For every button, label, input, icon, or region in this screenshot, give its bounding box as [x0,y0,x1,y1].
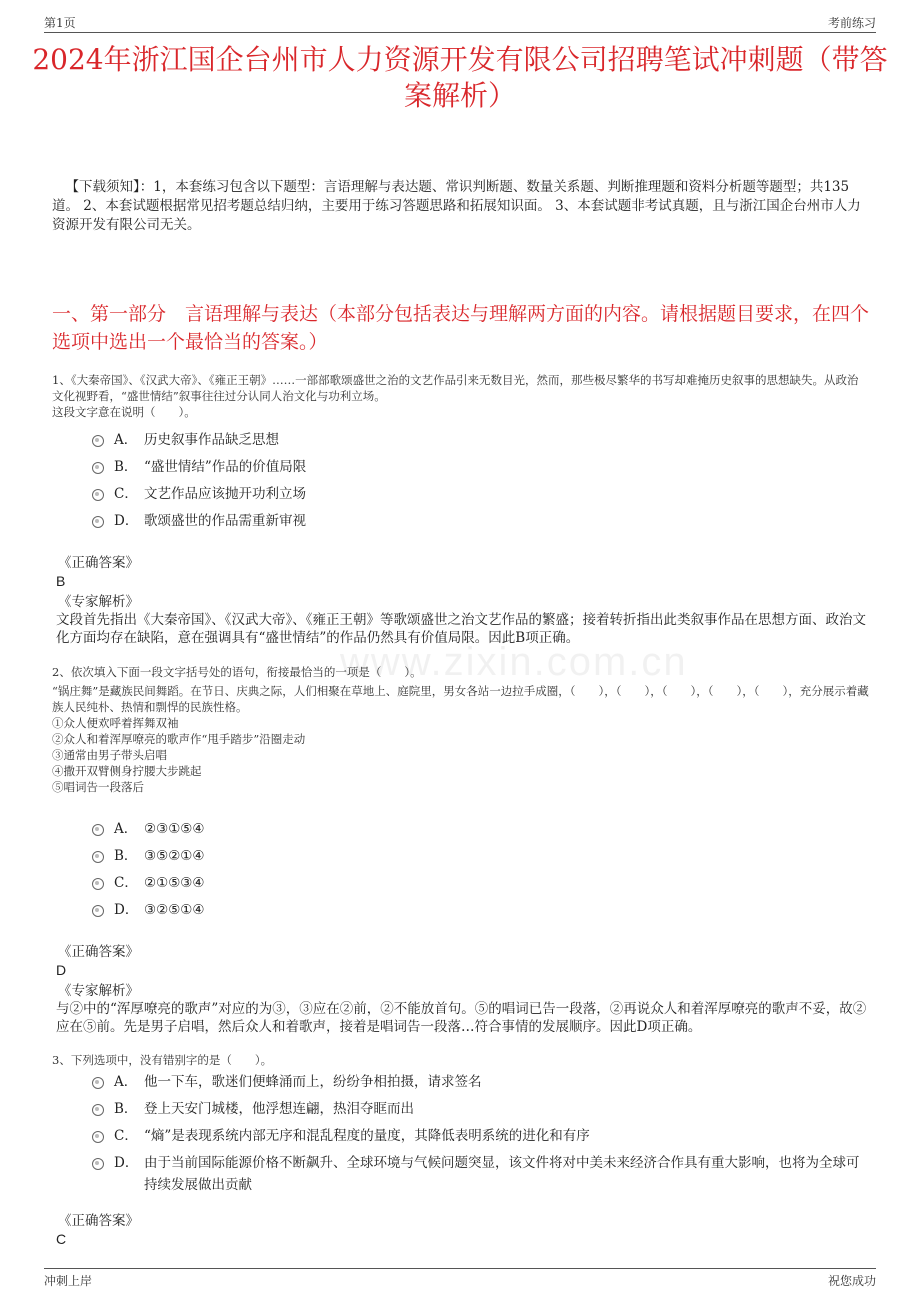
radio-icon[interactable] [92,1158,104,1170]
option-letter: A． [114,821,138,837]
q2-option-a[interactable] [92,818,870,840]
download-notice: 【下载须知】：1，本套练习包含以下题型：言语理解与表达题、常识判断题、数量关系题、判断推理题和资料分析题等题型；共135道。 2、本套试题根据常见招考题总结归纳，主要用于练习答题思路和拓展知识面。 3、本套试题非考试真题，且与浙江国企台州市人力资源开发有限公司无关。 [52,179,861,233]
radio-icon[interactable] [92,435,104,447]
option-text: ③②⑤①④ [144,902,205,918]
q1-answer: B [56,573,66,589]
section-heading: 一、第一部分 言语理解与表达（本部分包括表达与理解两方面的内容。请根据题目要求，在四个选项中选出一个最恰当的答案。） [52,303,870,353]
page-footer [44,1268,876,1289]
radio-icon[interactable] [92,462,104,474]
correct-answer-label: 《正确答案》 [58,1213,139,1229]
question-stem: 3、下列选项中，没有错别字的是（ ）。 [52,1053,273,1067]
q3-option-c[interactable] [92,1125,870,1147]
q1-option-c[interactable] [92,483,870,505]
radio-icon[interactable] [92,851,104,863]
radio-icon[interactable] [92,1077,104,1089]
sentence-item: ③通常由男子带头启唱 [52,748,167,762]
question-2-stem [52,664,870,795]
radio-icon[interactable] [92,516,104,528]
radio-icon[interactable] [92,824,104,836]
q2-analysis: 与②中的“浑厚嘹亮的歌声”对应的为③，③应在②前，②不能放首句。⑤的唱词已告一段落，②再说众人和着浑厚嘹亮的歌声不妥，故②应在⑤前。先是男子启唱，然后众人和着歌声，接着是唱词告一段落…符合事情的发展顺序。因此D项正确。 [56,1001,867,1035]
option-letter: D． [114,902,139,918]
option-letter: D． [114,1155,139,1171]
option-letter: C． [114,875,138,891]
q1-option-d[interactable] [92,510,870,532]
option-text: 由于当前国际能源价格不断飙升、全球环境与气候问题突显，该文件将对中美未来经济合作具有重大影响，也将为全球可持续发展做出贡献 [144,1155,860,1193]
option-text: ②①⑤③④ [144,875,205,891]
sentence-item: ④撒开双臂侧身拧腰大步跳起 [52,764,202,778]
radio-icon[interactable] [92,489,104,501]
option-letter: C． [114,486,138,502]
document-title: 2024年浙江国企台州市人力资源开发有限公司招聘笔试冲刺题（带答案解析） [32,43,888,112]
option-letter: B． [114,848,138,864]
correct-answer-label: 《正确答案》 [58,944,139,960]
radio-icon[interactable] [92,905,104,917]
correct-answer-label: 《正确答案》 [58,555,139,571]
q2-option-c[interactable] [92,872,870,894]
sentence-item: ①众人便欢呼着挥舞双袖 [52,716,179,730]
q2-option-b[interactable] [92,845,870,867]
option-letter: A． [114,1074,138,1090]
question-1-stem [52,372,870,420]
q2-option-d[interactable] [92,899,870,921]
question-prompt: 这段文字意在说明（ ）。 [52,405,196,419]
watermark: www.zixin.com.cn [340,640,688,684]
option-text: ③⑤②①④ [144,848,205,864]
q3-answer: C [56,1231,67,1247]
option-text: “盛世情结”作品的价值局限 [144,459,307,475]
question-passage: “锅庄舞”是藏族民间舞蹈。在节日、庆典之际，人们相聚在草地上、庭院里，男女各站一边拉手成圈，（ ），（ ），（ ），（ ），（ ），充分展示着藏族人民纯朴、热情和剽悍的民族性格。 [52,684,869,714]
option-text: 文艺作品应该抛开功利立场 [144,486,306,502]
q3-option-a[interactable] [92,1071,870,1093]
question-3-stem [52,1052,870,1068]
footer-left-text: 冲刺上岸 [44,1274,93,1288]
radio-icon[interactable] [92,1131,104,1143]
analysis-label: 《专家解析》 [58,594,139,610]
sentence-item: ②众人和着浑厚嘹亮的歌声作“甩手踏步”沿圈走动 [52,732,306,746]
option-text: ②③①⑤④ [144,821,205,837]
option-text: 歌颂盛世的作品需重新审视 [144,513,306,529]
option-letter: B． [114,459,138,475]
sentence-item: ⑤唱词告一段落后 [52,780,144,794]
radio-icon[interactable] [92,878,104,890]
q3-option-b[interactable] [92,1098,870,1120]
q1-analysis: 文段首先指出《大秦帝国》、《汉武大帝》、《雍正王朝》等歌颂盛世之治文艺作品的繁盛；接着转折指出此类叙事作品在思想方面、政治文化方面均存在缺陷，意在强调具有“盛世情结”的作品仍然具有价值局限。因此B项正确。 [56,612,866,646]
option-text: 他一下车，歌迷们便蜂涌而上，纷纷争相拍摄，请求签名 [144,1074,482,1090]
option-letter: B． [114,1101,138,1117]
question-stem: 2、依次填入下面一段文字括号处的语句，衔接最恰当的一项是（ ）。 [52,665,422,679]
question-stem: 1、《大秦帝国》、《汉武大帝》、《雍正王朝》……一部部歌颂盛世之治的文艺作品引来无数目光，然而，那些极尽繁华的书写却难掩历史叙事的思想缺失。从政治文化视野看，“盛世情结”叙事往往过分认同人治文化与功利立场。 [52,373,859,403]
radio-icon[interactable] [92,1104,104,1116]
option-letter: A． [114,432,138,448]
q1-option-a[interactable] [92,429,870,451]
option-text: 登上天安门城楼，他浮想连翩，热泪夺眶而出 [144,1101,414,1117]
page-number: 第1页 [44,16,76,30]
q2-answer: D [56,962,67,978]
option-letter: C． [114,1128,138,1144]
option-letter: D． [114,513,139,529]
option-text: “熵”是表现系统内部无序和混乱程度的量度，其降低表明系统的进化和有序 [144,1128,590,1144]
q3-option-d[interactable] [92,1152,870,1196]
page-header [44,12,876,33]
q1-option-b[interactable] [92,456,870,478]
header-tag: 考前练习 [827,16,876,30]
footer-right-text: 祝您成功 [827,1274,876,1288]
analysis-label: 《专家解析》 [58,983,139,999]
option-text: 历史叙事作品缺乏思想 [144,432,279,448]
